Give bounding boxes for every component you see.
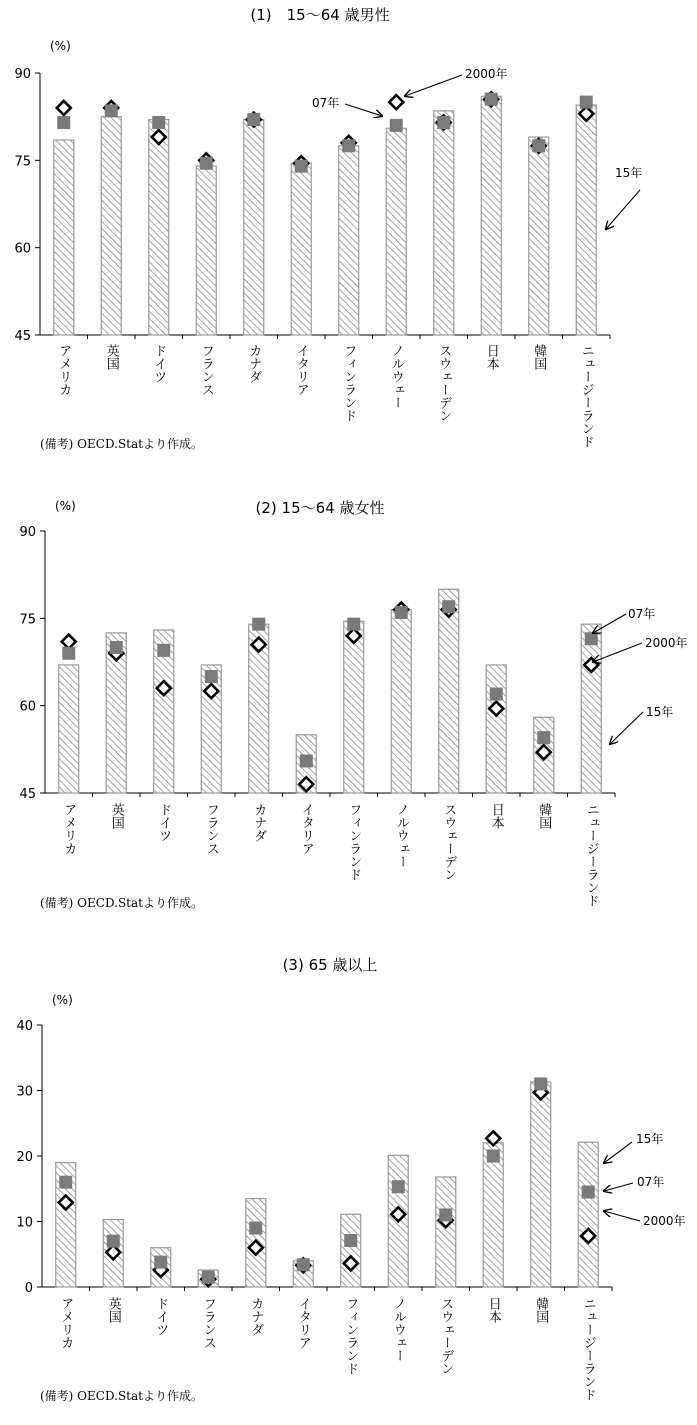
legend-annotation: 2000年 [643, 1214, 686, 1228]
annotation-arrow [606, 190, 640, 229]
bar-15 [344, 621, 364, 793]
y-tick-label: 60 [14, 241, 31, 257]
chart-panel-1 [14, 6, 642, 451]
category-label: カナダ [246, 344, 262, 383]
y-tick-label: 90 [14, 67, 31, 82]
marker-07 [439, 1208, 452, 1221]
category-label: フランス [200, 1297, 216, 1349]
category-label: フィンランド [343, 1297, 359, 1375]
category-label: イタリア [293, 344, 309, 396]
marker-07 [395, 606, 408, 619]
marker-07 [110, 641, 123, 654]
marker-07 [487, 1150, 500, 1163]
y-tick-label: 10 [16, 1215, 33, 1231]
bar-15 [581, 624, 601, 793]
marker-07 [107, 1235, 120, 1248]
category-label: 韓国 [533, 1297, 549, 1323]
category-label: アメリカ [61, 803, 77, 855]
annotation-arrow [610, 712, 643, 744]
marker-07 [490, 688, 503, 701]
marker-07 [205, 670, 218, 683]
marker-2000 [57, 101, 71, 115]
marker-07 [152, 116, 165, 129]
bar-15 [149, 120, 169, 335]
annotation-arrow [604, 1211, 640, 1221]
category-label: カナダ [248, 1297, 264, 1336]
y-tick-label: 30 [16, 1084, 33, 1100]
legend-annotation: 15年 [646, 705, 674, 719]
category-label: ニュージーランド [583, 803, 599, 907]
bar-15 [481, 96, 501, 335]
marker-07 [582, 1186, 595, 1199]
marker-07 [442, 600, 455, 613]
bar-15 [339, 146, 359, 335]
category-label: ニュージーランド [580, 1297, 596, 1401]
marker-07 [392, 1180, 405, 1193]
category-label: イタリア [295, 1297, 311, 1349]
bar-15 [341, 1214, 361, 1287]
bar-15 [244, 120, 264, 335]
bar-15 [483, 1143, 503, 1287]
marker-07 [534, 1077, 547, 1090]
annotation-arrow [405, 75, 462, 96]
chart-title: (1) 15～64 歳男性 [250, 6, 390, 24]
marker-07 [249, 1222, 262, 1235]
chart-title: (2) 15～64 歳女性 [255, 499, 385, 517]
y-unit-label: (%) [52, 993, 73, 1007]
legend-annotation: 2000年 [645, 636, 688, 650]
category-label: ニュージーランド [578, 344, 594, 448]
marker-07 [297, 1258, 310, 1271]
marker-07 [532, 139, 545, 152]
marker-07 [342, 139, 355, 152]
annotation-arrow [593, 614, 626, 633]
marker-07 [105, 104, 118, 117]
bar-15 [101, 117, 121, 335]
marker-2000 [62, 635, 76, 649]
legend-annotation: 07年 [628, 607, 656, 621]
category-label: アメリカ [58, 1297, 74, 1349]
marker-07 [537, 731, 550, 744]
category-label: 日本 [485, 1297, 501, 1323]
category-label: カナダ [251, 803, 267, 842]
y-unit-label: (%) [50, 39, 71, 53]
marker-07 [585, 632, 598, 645]
y-unit-label: (%) [55, 499, 76, 513]
annotation-arrow [604, 1142, 632, 1163]
legend-annotation: 15年 [636, 1132, 664, 1146]
annotation-arrow [345, 104, 382, 116]
category-label: ノルウェー [388, 344, 404, 409]
legend-annotation: 07年 [637, 1175, 665, 1189]
y-tick-label: 90 [19, 525, 36, 540]
bar-15 [576, 105, 596, 335]
y-tick-label: 60 [19, 699, 36, 715]
source-note: (備考) OECD.Statより作成。 [40, 896, 203, 910]
bar-15 [391, 610, 411, 793]
marker-07 [202, 1271, 215, 1284]
category-label: 韓国 [536, 803, 552, 829]
marker-07 [300, 754, 313, 767]
category-label: スウェーデン [441, 803, 457, 881]
bar-15 [196, 166, 216, 335]
y-tick-label: 40 [16, 1019, 33, 1034]
y-tick-label: 75 [14, 154, 31, 170]
category-label: イタリア [298, 803, 314, 855]
category-label: ドイツ [151, 344, 167, 383]
source-note: (備考) OECD.Statより作成。 [40, 437, 203, 451]
category-label: スウェーデン [438, 1297, 454, 1375]
y-tick-label: 0 [24, 1281, 33, 1296]
category-label: フランス [198, 344, 214, 396]
category-label: ノルウェー [393, 803, 409, 868]
legend-annotation: 15年 [615, 166, 643, 180]
bar-15 [386, 128, 406, 335]
category-label: ドイツ [153, 1297, 169, 1336]
bar-15 [436, 1177, 456, 1287]
source-note: (備考) OECD.Statより作成。 [40, 1389, 203, 1403]
legend-annotation: 2000年 [465, 67, 508, 81]
bar-15 [439, 589, 459, 793]
category-label: フィンランド [341, 344, 357, 422]
bar-15 [59, 665, 79, 793]
marker-07 [295, 160, 308, 173]
marker-07 [157, 644, 170, 657]
bar-15 [531, 1082, 551, 1287]
marker-07 [57, 116, 70, 129]
category-label: ノルウェー [390, 1297, 406, 1362]
bar-15 [486, 665, 506, 793]
marker-07 [62, 647, 75, 660]
marker-07 [390, 119, 403, 132]
marker-07 [154, 1256, 167, 1269]
marker-2000 [389, 95, 403, 109]
legend-annotation: 07年 [312, 96, 340, 110]
y-tick-label: 45 [14, 329, 31, 344]
marker-07 [437, 116, 450, 129]
annotation-arrow [604, 1183, 633, 1191]
marker-07 [200, 157, 213, 170]
marker-07 [252, 618, 265, 631]
chart-title: (3) 65 歳以上 [282, 956, 378, 974]
marker-07 [347, 618, 360, 631]
marker-07 [580, 96, 593, 109]
bar-15 [578, 1142, 598, 1287]
category-label: 日本 [488, 803, 504, 829]
category-label: 日本 [483, 344, 499, 370]
bar-15 [54, 140, 74, 335]
category-label: フィンランド [346, 803, 362, 881]
bar-15 [291, 163, 311, 335]
bar-15 [434, 111, 454, 335]
category-label: 英国 [105, 1297, 121, 1323]
y-tick-label: 75 [19, 612, 36, 628]
category-label: 英国 [103, 344, 119, 370]
bar-15 [529, 137, 549, 335]
y-tick-label: 45 [19, 787, 36, 802]
marker-07 [485, 93, 498, 106]
category-label: アメリカ [56, 344, 72, 396]
marker-07 [344, 1234, 357, 1247]
category-label: ドイツ [156, 803, 172, 842]
category-label: スウェーデン [436, 344, 452, 422]
marker-07 [59, 1176, 72, 1189]
marker-07 [247, 113, 260, 126]
category-label: 英国 [108, 803, 124, 829]
category-label: 韓国 [531, 344, 547, 370]
category-label: フランス [203, 803, 219, 855]
y-tick-label: 20 [16, 1150, 33, 1165]
